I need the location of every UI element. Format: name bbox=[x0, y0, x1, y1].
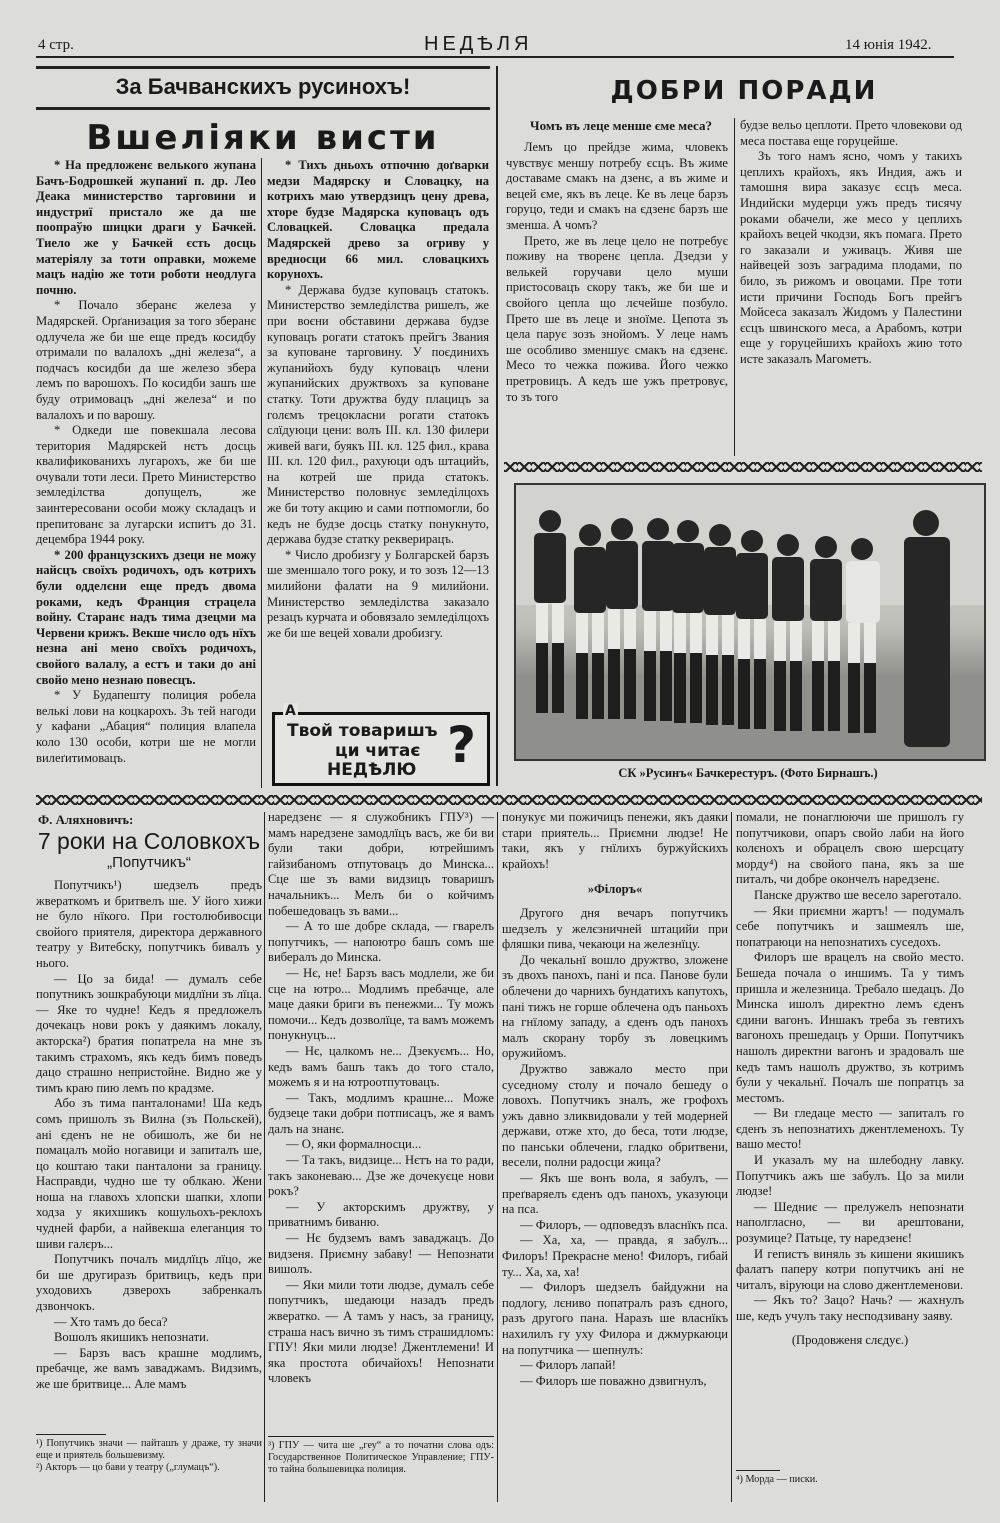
story-paragraph: И гепистъ виняль зъ кишени якишикъ фалатъ паперу котри попутчикъ ані не читалъ, віруюци на слово джентлеменови. bbox=[736, 1246, 964, 1292]
story-paragraph: — Филоръ шедзелъ байдужни на подлогу, лєниво попатралъ разъ єдного, разъ другого пана. Наразъ ше власнїкъ нахилилъ гу уху Филора и джмуркаюци на попутчика — шепнулъ: bbox=[502, 1280, 728, 1357]
story-paragraph: понукує ми пожичицъ пенeжи, якъ даяки стари приятель... Приємни людзе! Не таки, якъ у гнїлихъ буржуйскихъ крайохъ! bbox=[502, 810, 728, 871]
story-paragraph: — Шедниє — прелужелъ непознати наполгласно, — ви арештовани, розумице? Патьце, ту нарeдзенє! bbox=[736, 1199, 964, 1246]
news-item: * Тихъ дньохъ отпочню доґварки медзи Мадярску и Словацку, на котрихъ маю утвердзицъ цену древа, хторе будзе Мадярска куповацъ одъ Словацкей. Словацка предала Мадярскей древо за огриву у вредносци 66 мил. словацкихъ корунохъ. bbox=[267, 158, 489, 282]
footnotes-column-1 bbox=[36, 1438, 262, 1498]
column-divider bbox=[734, 118, 735, 456]
story-column-1 bbox=[36, 878, 262, 1430]
story-paragraph: — А то ше добре склада, — гварелъ попутчикъ, — напоютро башъ сомъ ше вибералъ до Минска. bbox=[268, 919, 494, 965]
news-item: * Держава будзе куповацъ статокъ. Министерство земледілства ришелъ, же при воєни обставини держава будзе куповацъ рогати статокъ прейгъ Звания за куповане тарговину. У поєдинихъ жупанийохъ буду куповацъ члени жупанийских дружтвохъ за куповане статку. Тоти дружтва буду плацицъ за голємъ трецоклaсни рогати статокъ слїдуюци цени: волъ ІІІ. кл. 130 филери живей ваги, буякъ ІІІ. кл. 125 фил., крава ІІІ. кл. 120 фил., рахуюци одъ штацийъ, на котрей ше прида статокъ. Министерство половнує земледілцохъ же би тоту акцию и сами потпомогли, бо кедъ не будзе досць статку понукнуто, держава будзе статку реквериpaцъ. bbox=[267, 282, 489, 547]
footnote-rule bbox=[268, 1436, 494, 1437]
story-column-4 bbox=[736, 810, 964, 1466]
story-author: Ф. Аляхновичъ: bbox=[38, 812, 134, 827]
story-paragraph: И указалъ му на шлебодну лавку. Попутчикъ ажъ ше забулъ. Цо за мили людзе! bbox=[736, 1153, 964, 1199]
story-paragraph: — Цо за бида! — думалъ себе попутникъ зошкрабуюци мидлїни зъ лїца. — Яке то чудне! Кедъ я предложелъ дочекацъ нови рокъ у даякимъ локалу, акторска²) братия попатрела на мне зъ такимъ страхомъ, якъ кедъ бимъ поведъ дацо страшно непристойне. Видно же у тимъ краю пию лемъ по крадзме. bbox=[36, 971, 262, 1095]
advice-heading: ДОБРИ ПОРАДИ bbox=[610, 76, 878, 106]
story-paragraph: — Яки мили тоти людзе, думалъ себе попутчикъ, шедаюци назадъ предъ жвератко. — А тамъ у насъ, за границу, страша насъ вично зъ тимъ страшидломъ: ГПУ! Яки мили людзе! Джентлемени! И яка простота обичайохъ! Непознати чловекъ bbox=[268, 1277, 494, 1386]
advice-column-1 bbox=[506, 140, 728, 460]
story-paragraph: — Та такъ, видзице... Нєтъ на то ради, такъ законеваю... Дзе же дочекуєце нови рокъ? bbox=[268, 1153, 494, 1199]
story-paragraph: Другого дня вечаръ попутчикъ шедзелъ у желєзничней штацийи при фляшки пива, чекаюци на железнїцу. bbox=[502, 905, 728, 952]
story-paragraph: — О, яки формалносци... bbox=[286, 1137, 422, 1152]
story-paragraph: — У акторскимъ дружтву, у приватнимъ биваню. bbox=[268, 1199, 494, 1230]
news-item: * У Будапешту полиция робела велькі лови на коцкарохъ. Зъ тей нагоди у кафани „Абация“ полиция влапела коло 130 особи, котри ше не могли вилеґитимовацъ. bbox=[36, 688, 256, 765]
footnote-column-4 bbox=[736, 1474, 962, 1494]
story-paragraph: Панске дружтво ше весело зареготало. bbox=[754, 887, 962, 902]
news-column-2 bbox=[267, 158, 489, 696]
advice-subheading: Чомъ въ леце менше єме меса? bbox=[530, 118, 712, 133]
story-column-2 bbox=[268, 810, 494, 1434]
story-paragraph: Дружтво завжало место при суседному столу и почало бешеду о ловохъ. Попутчикъ зналъ, же грофохъ ужъ давно зликвидовали у тей модерней держави, отже хто, до беса, тоти людзе, по панськи облечени, гладко обритвени, весели, полни радосци жица? bbox=[502, 1061, 728, 1170]
footnote: ³) ГПУ — чита ше „геу“ а то початни слова одъ: Государственное Политическое Управление; ГПУ-то тайна большевицка полиция. bbox=[268, 1440, 494, 1476]
story-paragraph: — Филоръ лапай! bbox=[520, 1358, 616, 1373]
team-photo-illustration bbox=[516, 485, 984, 759]
advice-paragraph: Лемъ цо прейдзе жима, чловекъ чувствує меншу потребу єсцъ. Въ жиме доставаме смакъ на дзенє, а въ жиме и вецей єме, якъ въ леце. Ке въ леце барзъ горуцо, теди и смакъ на єдзенє барзъ ше зменша. А чомъ? bbox=[506, 140, 728, 232]
ad-line-3: НЕДѢЛЮ bbox=[327, 760, 417, 780]
reader-ad-box bbox=[272, 703, 490, 786]
story-title: 7 роки на Соловкохъ bbox=[37, 828, 261, 854]
news-item: * Почало зберанє железа у Мадярскей. Орґанизация за того зберанє одлучела же би ше еще предъ косидбу отримали по валалохъ „дні железа“, а подчасъ косидби да ше железо збера лемъ по варошохъ. По косидби зашъ ше буду отримовацъ „дні железа“ и по валалохъ и по варошу. bbox=[36, 298, 256, 422]
story-paragraph: — Хто тамъ до беса? bbox=[54, 1314, 168, 1329]
to-be-continued: (Продовженя слєдує.) bbox=[791, 1332, 909, 1347]
photo-caption: СК »Русинъ« Бачкерестуръ. (Фото Бирнашъ.) bbox=[618, 766, 878, 780]
column-divider bbox=[261, 158, 262, 788]
story-paragraph: — Ви гледаце место — запиталъ го єденъ зъ непознатихъ джентлеменохъ. Ту вашо место! bbox=[736, 1106, 964, 1152]
column-divider bbox=[731, 812, 732, 1502]
footnote-rule bbox=[36, 1434, 106, 1435]
story-paragraph: нарeдзенє — я служобникъ ГПУ³) — мамъ нарeдзене замодлїцъ васъ, же би ви були таки добри, ютрейшимъ гайзибаномъ отпутовацъ до Минска... Сце ше зъ вами видзицъ товаришъ начальникъ... Мелъ би о койчимъ побешедовацъ зъ вами... bbox=[268, 810, 494, 918]
story-paragraph: Вошолъ якишикъ непознати. bbox=[54, 1330, 210, 1345]
masthead-title: НЕДѢЛЯ bbox=[424, 33, 533, 55]
ad-line-2: ци читає bbox=[335, 741, 421, 761]
footnote: ¹) Попутчикъ значи — пайташъ у драже, ту значи еще и приятель большевизму. bbox=[36, 1438, 262, 1462]
story-paragraph: — Нє, не! Барзъ васъ модлели, же би сце на ютро... Модлимъ пребачце, але маце даяки бриги въ пенежми... Ту можъ помочи... Кедъ дозволїце, та вамъ можемъ понукнуцъ... bbox=[268, 965, 494, 1043]
story-paragraph: — Яки приємни жартъ! — подумалъ себе попутчикъ и зашмеялъ ше, попатраюци на непознатихъ суседохъ. bbox=[736, 903, 964, 949]
story-paragraph: — Филоръ, — одповедзъ власнїкъ пса. bbox=[520, 1217, 728, 1232]
story-paragraph: Попутчикъ¹) шедзелъ предъ жвераткомъ и бритвелъ ше. У його хижи не було нїкого. При гостолюбивосци свойого приятеля, директора державного театру у Витебску, попутчикъ бивалъ у нього. bbox=[36, 878, 262, 970]
news-item: * Одкеди ше повекшала лесова територия Мадярскей нєтъ досць квалификованихъ лугарохъ, же би ше очували тоти леси. Прето Министерство земледілства допущелъ, же заинтересовани особи можу складацъ и препитованє за лугарски испитъ до 31. децембра 1944 року. bbox=[36, 423, 256, 547]
story-subtitle: „Попутчикъ“ bbox=[107, 854, 191, 871]
advice-paragraph: будзе вельо цеплоти. Прето чловекови од меса постава еще горуцейше. bbox=[740, 118, 962, 148]
masthead-rule bbox=[36, 56, 954, 58]
story-paragraph: — Якъ ше вонъ вола, я забулъ, — преґваряелъ єденъ одъ панохъ, указуюци на пса. bbox=[502, 1171, 728, 1217]
zigzag-divider bbox=[504, 462, 982, 472]
question-mark-icon: ? bbox=[447, 716, 477, 774]
footnote-rule bbox=[736, 1470, 780, 1471]
story-paragraph: помали, не понаглюючи ше пришолъ гу попутчикови, опаръ свойо лаби на його колєнохъ и обрацелъ свою шерсцату морду⁴) на свойого пана, якъ за ше питалъ, чи добре окончелъ нарeдзенє. bbox=[736, 810, 964, 887]
advice-paragraph: Зъ того намъ ясно, чомъ у такихъ цеплихъ крайохъ, якъ Индия, ажъ и тамошня вира заказує єсцъ меса. Индийски мудерци ужъ предъ тисячу роками обачели, же месо у цеплихъ крайохъ вецей чкодзи, якъ помага. Прето го заказали и уживацъ. Живя ше найвецей зозъ заградима плодами, по било, зъ рижомъ и овоцами. Пре тоти исти причини Господь Богъ прейгъ Мойсеса заказалъ Жидомъ у Палестини єсцъ швинского меса, а Арабомъ, котри еще у горуцейшихъ крайохъ жию тото исте заказалъ Магометъ. bbox=[740, 149, 962, 366]
story-paragraph: До чекальнї вошло дружтво, зложене зъ двохъ панохъ, пані и пса. Панове були облечени до чарнихъ бундатихъ капутохъ, пані тижъ не горше облечена одъ паньохъ на гнїлому западу, а єденъ одъ панохъ малъ скорану торбу зъ ловецкимъ оружийомъ. bbox=[502, 952, 728, 1061]
page-number: 4 стр. bbox=[38, 37, 74, 53]
ad-line-1: Твой товаришъ bbox=[287, 721, 438, 741]
story-paragraph: — Такъ, модлимъ крашне... Можe будзеце таки добри потписацъ, же я вамъ далъ на знанє. bbox=[268, 1090, 494, 1136]
center-divider bbox=[496, 66, 498, 786]
story-paragraph: Або зъ тима панталонами! Ша кедъ сомъ пришолъ зъ Вилна (зъ Польскей), ані єденъ не не обишолъ, же би не помацалъ мойо ногавици и запиталъ ше, цо коштаю таки панталони за границу. Наспрaвди, чудно ше ту облкаю. Жени ноша на главохъ хлопски шапки, хлопи ходза у якихшикъ кошульохъ-реклохъ чудней фарби, а найвекша елеганция то шиви галєръ... bbox=[36, 1096, 262, 1251]
banner-title: За Бачванскихъ русинохъ! bbox=[115, 74, 411, 99]
issue-date: 14 юнія 1942. bbox=[845, 37, 932, 53]
story-paragraph: — Филоръ ше поважно дзвигнулъ, bbox=[520, 1373, 707, 1388]
story-paragraph: — Барзъ васъ крашне модлимъ, пребачце, же вамъ заваджамъ. Видзимъ, же ше бритвице... Але мамъ bbox=[36, 1345, 262, 1391]
ad-letter: А bbox=[285, 703, 296, 719]
footnote: ⁴) Морда — писки. bbox=[736, 1474, 818, 1485]
footnote: ²) Акторъ — цо бави у театру („глумацъ“). bbox=[36, 1462, 220, 1474]
story-paragraph: — Нє, цалкомъ не... Дзекуємъ... Но, кедъ вамъ башъ такъ до того стало, можемъ я и на ютроотпутовацъ. bbox=[268, 1043, 494, 1090]
news-column-1 bbox=[36, 158, 256, 798]
news-item: * 200 французскихъ дзеци не можу найсцъ своїхъ родичохъ, одъ котрихъ були одделєни еще предъ двома роками, кедъ Франция страцела войну. Старанє надъ тима дзецми ма Червени крижъ. Векше число одъ нїхъ незна ані мено своїхъ родичохъ, свойого валалу, а естъ и таки до ані свойо мено незнаю повесцъ. bbox=[36, 547, 256, 687]
advice-paragraph: Прето, же въ леце цело не потребує поживу на творенє цепла. Дзедзи у велькей горучави цело муши пристосовацъ скору такъ, же би ше и свойого цепла що лєчейше позбуло. Прето ше въ леце и зноїме. Цепота зъ цела парує зозъ знойомъ. У леце намъ ше особливо зменшує смакъ на єдзенє. Месо то чежка пожива. Його чежко претровицъ. А кедъ ше ужъ претровує, то зъ того bbox=[506, 233, 728, 404]
news-item: * На предложенє велького жупана Бачъ-Бодрошкей жупаниї п. др. Лео Деака министерство тарговини и индустриї пристало же да ше поопраўю шицки драги у Бачкей. Тиело же у Бачкей єсть досць матеріялу за тоти оправки, можеме мацъ надію же тоти роботи неодлуга почню. bbox=[36, 158, 256, 297]
column-divider bbox=[497, 812, 498, 1502]
footnotes-column-2 bbox=[268, 1440, 494, 1490]
news-item: * Число дробизгу у Болгарскей барзъ ше зменшало того року, и то зозъ 12—13 милийони фалати на 9 милийони. Министерство земледілства заказало резацъ курчата и обовязало земледілцохъ же би ше вецей ховали дробизгу. bbox=[267, 547, 489, 640]
banner-rule-bottom bbox=[36, 107, 490, 110]
zigzag-divider bbox=[36, 795, 982, 805]
section-heading-filor: »Філоръ« bbox=[587, 882, 643, 897]
column-divider bbox=[264, 812, 265, 1502]
team-photo bbox=[514, 483, 986, 761]
news-heading: Вшеліяки висти bbox=[86, 118, 440, 158]
banner-rule-top bbox=[36, 66, 490, 69]
story-column-3 bbox=[502, 810, 728, 1500]
story-paragraph: — Ха, ха, — правда, я забулъ... Филоръ! Прекрасне мено! Филоръ, гибай ту... Ха, ха, ха! bbox=[502, 1233, 728, 1279]
advice-column-2 bbox=[740, 118, 962, 458]
story-paragraph: — Якъ то? Зацо? Начь? — жахнулъ ше, кедъ учулъ таку несподзивану заяву. bbox=[736, 1293, 964, 1323]
story-paragraph: Филоръ ше врацелъ на свойо место. Бешеда почала о иншимъ. Та у тимъ пришла и железница. Требало шедацъ. До Минска ишолъ директно лемъ єденъ єдини вагонъ. Иншакъ треба зъ гевтихъ вагонохъ прешедацъ у Орши. Попутчикъ нашолъ директни вагонъ и зрадовалъ ше кедъ тамъ нашолъ дружтво, зъ котримъ були у чекальнї. Почалъ ше попратцъ за местомъ. bbox=[736, 950, 964, 1105]
story-paragraph: Попутчикъ почалъ мидлїцъ лїцо, же би ше другиразъ бритвицъ, кедъ при уходовихъ дзверохъ забрeнкалъ дзвончокъ. bbox=[36, 1252, 262, 1314]
story-paragraph: — Нє будземъ вамъ заваджацъ. До видзеня. Приємну забаву! — Непознати вишолъ. bbox=[268, 1231, 494, 1277]
